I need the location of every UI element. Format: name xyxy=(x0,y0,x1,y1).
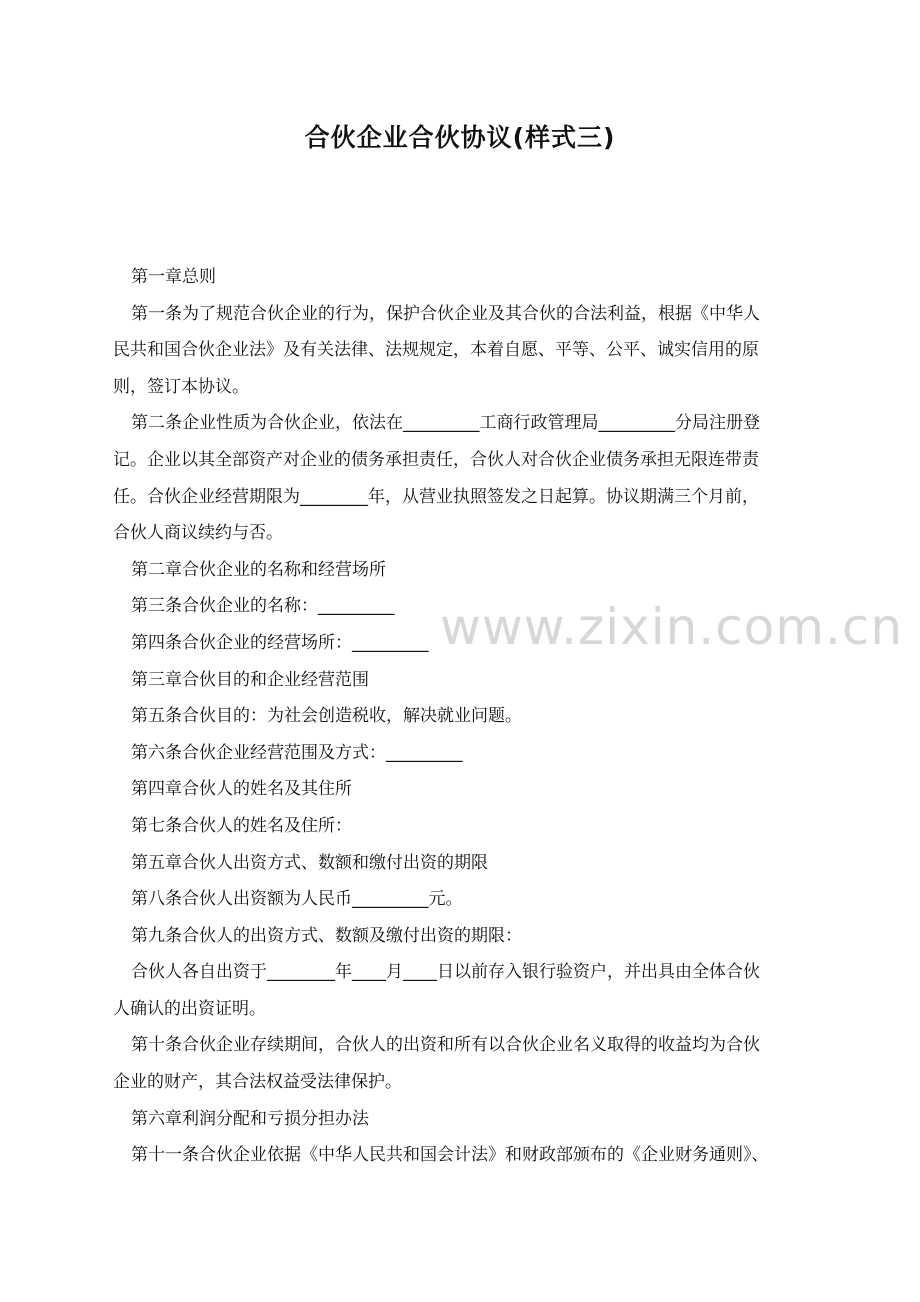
text-line: 第四条合伙企业的经营场所：_________ xyxy=(131,632,429,653)
text-line: 第二条企业性质为合伙企业，依法在_________工商行政管理局_________分局注册登 xyxy=(131,413,760,434)
text-line: 记。企业以其全部资产对企业的债务承担责任，合伙人对合伙企业债务承担无限连带责 xyxy=(113,449,759,470)
text-line: 第十条合伙企业存续期间，合伙人的出资和所有以合伙企业名义取得的收益均为合伙 xyxy=(131,1035,760,1056)
text-line: 第十一条合伙企业依据《中华人民共和国会计法》和财政部颁布的《企业财务通则》、 xyxy=(131,1145,769,1166)
text-line: 合伙人各自出资于________年____月____日以前存入银行验资户，并出具由全体合伙 xyxy=(131,962,760,983)
watermark: www.zixin.com.cn xyxy=(440,598,904,656)
text-line: 第一条为了规范合伙企业的行为，保护合伙企业及其合伙的合法利益，根据《中华人 xyxy=(131,303,760,324)
text-line: 人确认的出资证明。 xyxy=(113,998,266,1019)
text-line: 第一章总则 xyxy=(131,267,216,287)
text-line: 第九条合伙人的出资方式、数额及缴付出资的期限： xyxy=(131,925,522,946)
text-line: 企业的财产，其合法权益受法律保护。 xyxy=(113,1072,402,1093)
text-line: 第三章合伙目的和企业经营范围 xyxy=(131,669,369,690)
text-line: 第七条合伙人的姓名及住所： xyxy=(131,815,352,836)
text-line: 则，签订本协议。 xyxy=(113,376,249,397)
text-line: 合伙人商议续约与否。 xyxy=(113,523,283,544)
document-title: 合伙企业合伙协议(样式三) xyxy=(304,123,616,152)
text-line: 第六条合伙企业经营范围及方式：_________ xyxy=(131,742,463,763)
text-line: 第二章合伙企业的名称和经营场所 xyxy=(131,559,386,580)
document-body xyxy=(113,259,813,1174)
text-line: 第五章合伙人出资方式、数额和缴付出资的期限 xyxy=(131,852,488,873)
text-line: 第六章利润分配和亏损分担办法 xyxy=(131,1108,369,1129)
text-line: 第三条合伙企业的名称：_________ xyxy=(131,596,395,617)
text-line: 第四章合伙人的姓名及其住所 xyxy=(131,779,352,800)
text-line: 第八条合伙人出资额为人民币_________元。 xyxy=(131,889,463,910)
text-line: 民共和国合伙企业法》及有关法律、法规规定，本着自愿、平等、公平、诚实信用的原 xyxy=(113,340,759,361)
text-line: 第五条合伙目的：为社会创造税收，解决就业问题。 xyxy=(131,706,522,727)
text-line: 任。合伙企业经营期限为________年，从营业执照签发之日起算。协议期满三个月前， xyxy=(113,486,759,507)
